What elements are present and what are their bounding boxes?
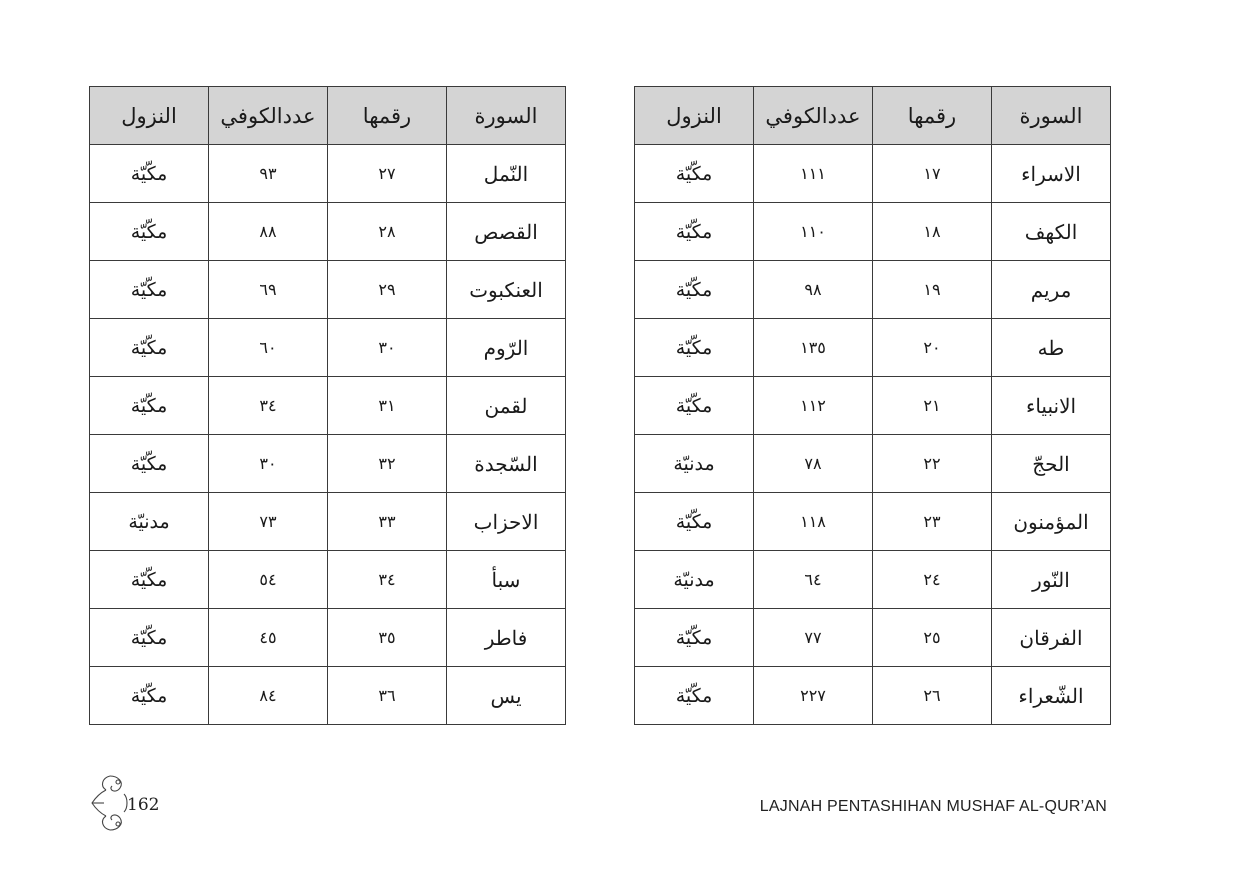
- table-row: [90, 319, 566, 377]
- cell-kufi-count: ٣٠: [209, 435, 328, 493]
- cell-revelation: مكّيّة: [90, 377, 209, 435]
- cell-surah: فاطر: [447, 609, 566, 667]
- cell-kufi-count: ٨٤: [209, 667, 328, 725]
- cell-number: ٢٥: [873, 609, 992, 667]
- table-row: [90, 493, 566, 551]
- header-surah: السورة: [992, 87, 1111, 145]
- cell-surah: الكهف: [992, 203, 1111, 261]
- cell-surah: العنكبوت: [447, 261, 566, 319]
- table-row: [635, 435, 1111, 493]
- cell-number: ٣٦: [328, 667, 447, 725]
- header-number: رقمها: [873, 87, 992, 145]
- header-surah: السورة: [447, 87, 566, 145]
- cell-revelation: مكّيّة: [635, 261, 754, 319]
- table-row: [90, 203, 566, 261]
- cell-revelation: مكّيّة: [635, 493, 754, 551]
- cell-number: ٢٣: [873, 493, 992, 551]
- table-row: [635, 145, 1111, 203]
- table-header-row: [90, 87, 566, 145]
- table-row: [635, 261, 1111, 319]
- cell-revelation: مكّيّة: [635, 145, 754, 203]
- cell-number: ٢٢: [873, 435, 992, 493]
- cell-kufi-count: ٦٤: [754, 551, 873, 609]
- cell-number: ٢٧: [328, 145, 447, 203]
- cell-surah: السّجدة: [447, 435, 566, 493]
- cell-surah: لقمن: [447, 377, 566, 435]
- cell-revelation: مكّيّة: [635, 377, 754, 435]
- cell-revelation: مكّيّة: [90, 435, 209, 493]
- cell-number: ٢٦: [873, 667, 992, 725]
- cell-number: ١٩: [873, 261, 992, 319]
- cell-kufi-count: ٩٣: [209, 145, 328, 203]
- table-row: [635, 551, 1111, 609]
- table-row: [635, 203, 1111, 261]
- cell-surah: مريم: [992, 261, 1111, 319]
- cell-number: ٢٠: [873, 319, 992, 377]
- header-kufi-count: عددالكوفي: [209, 87, 328, 145]
- header-number: رقمها: [328, 87, 447, 145]
- cell-kufi-count: ١٣٥: [754, 319, 873, 377]
- table-row: [90, 261, 566, 319]
- cell-kufi-count: ٢٢٧: [754, 667, 873, 725]
- cell-number: ٢٨: [328, 203, 447, 261]
- cell-surah: طه: [992, 319, 1111, 377]
- cell-surah: الشّعراء: [992, 667, 1111, 725]
- cell-number: ٣٥: [328, 609, 447, 667]
- cell-kufi-count: ٤٥: [209, 609, 328, 667]
- cell-revelation: مدنيّة: [635, 435, 754, 493]
- cell-number: ١٧: [873, 145, 992, 203]
- cell-revelation: مكّيّة: [90, 551, 209, 609]
- cell-revelation: مكّيّة: [90, 319, 209, 377]
- cell-number: ٣٠: [328, 319, 447, 377]
- table-row: [635, 319, 1111, 377]
- cell-revelation: مدنيّة: [90, 493, 209, 551]
- cell-surah: النّور: [992, 551, 1111, 609]
- table-header-row: [635, 87, 1111, 145]
- cell-number: ٢١: [873, 377, 992, 435]
- table-row: [90, 667, 566, 725]
- cell-kufi-count: ١١٨: [754, 493, 873, 551]
- cell-surah: سبأ: [447, 551, 566, 609]
- cell-revelation: مكّيّة: [635, 667, 754, 725]
- header-kufi-count: عددالكوفي: [754, 87, 873, 145]
- cell-kufi-count: ١١٢: [754, 377, 873, 435]
- cell-kufi-count: ٥٤: [209, 551, 328, 609]
- cell-kufi-count: ٧٨: [754, 435, 873, 493]
- cell-surah: الاحزاب: [447, 493, 566, 551]
- surah-table-right: [634, 86, 1111, 725]
- cell-revelation: مكّيّة: [90, 145, 209, 203]
- table-row: [635, 609, 1111, 667]
- cell-kufi-count: ١١١: [754, 145, 873, 203]
- table-row: [635, 377, 1111, 435]
- cell-kufi-count: ٦٠: [209, 319, 328, 377]
- cell-surah: الانبياء: [992, 377, 1111, 435]
- cell-surah: يس: [447, 667, 566, 725]
- cell-kufi-count: ٦٩: [209, 261, 328, 319]
- cell-number: ٣٣: [328, 493, 447, 551]
- table-row: [90, 609, 566, 667]
- cell-number: ٢٤: [873, 551, 992, 609]
- header-revelation: النزول: [635, 87, 754, 145]
- table-row: [635, 667, 1111, 725]
- cell-surah: النّمل: [447, 145, 566, 203]
- cell-revelation: مكّيّة: [90, 609, 209, 667]
- cell-number: ٢٩: [328, 261, 447, 319]
- cell-revelation: مكّيّة: [635, 609, 754, 667]
- cell-surah: الرّوم: [447, 319, 566, 377]
- table-row: [90, 551, 566, 609]
- cell-surah: الحجّ: [992, 435, 1111, 493]
- table-row: [635, 493, 1111, 551]
- cell-surah: القصص: [447, 203, 566, 261]
- header-revelation: النزول: [90, 87, 209, 145]
- surah-table-left: [89, 86, 566, 725]
- cell-kufi-count: ٧٣: [209, 493, 328, 551]
- cell-kufi-count: ١١٠: [754, 203, 873, 261]
- cell-revelation: مكّيّة: [90, 667, 209, 725]
- cell-kufi-count: ٨٨: [209, 203, 328, 261]
- publisher-footer: LAJNAH PENTASHIHAN MUSHAF AL-QUR’AN: [759, 798, 1107, 815]
- table-row: [90, 145, 566, 203]
- table-row: [90, 435, 566, 493]
- floral-ornament-icon: [88, 772, 132, 834]
- cell-number: ٣٤: [328, 551, 447, 609]
- cell-kufi-count: ٣٤: [209, 377, 328, 435]
- table-row: [90, 377, 566, 435]
- cell-surah: الفرقان: [992, 609, 1111, 667]
- cell-number: ٣٢: [328, 435, 447, 493]
- cell-revelation: مكّيّة: [90, 203, 209, 261]
- cell-surah: المؤمنون: [992, 493, 1111, 551]
- page-number: 162: [127, 795, 160, 815]
- cell-kufi-count: ٩٨: [754, 261, 873, 319]
- cell-revelation: مكّيّة: [635, 319, 754, 377]
- cell-number: ١٨: [873, 203, 992, 261]
- cell-kufi-count: ٧٧: [754, 609, 873, 667]
- cell-revelation: مكّيّة: [635, 203, 754, 261]
- cell-revelation: مكّيّة: [90, 261, 209, 319]
- cell-revelation: مدنيّة: [635, 551, 754, 609]
- cell-number: ٣١: [328, 377, 447, 435]
- cell-surah: الاسراء: [992, 145, 1111, 203]
